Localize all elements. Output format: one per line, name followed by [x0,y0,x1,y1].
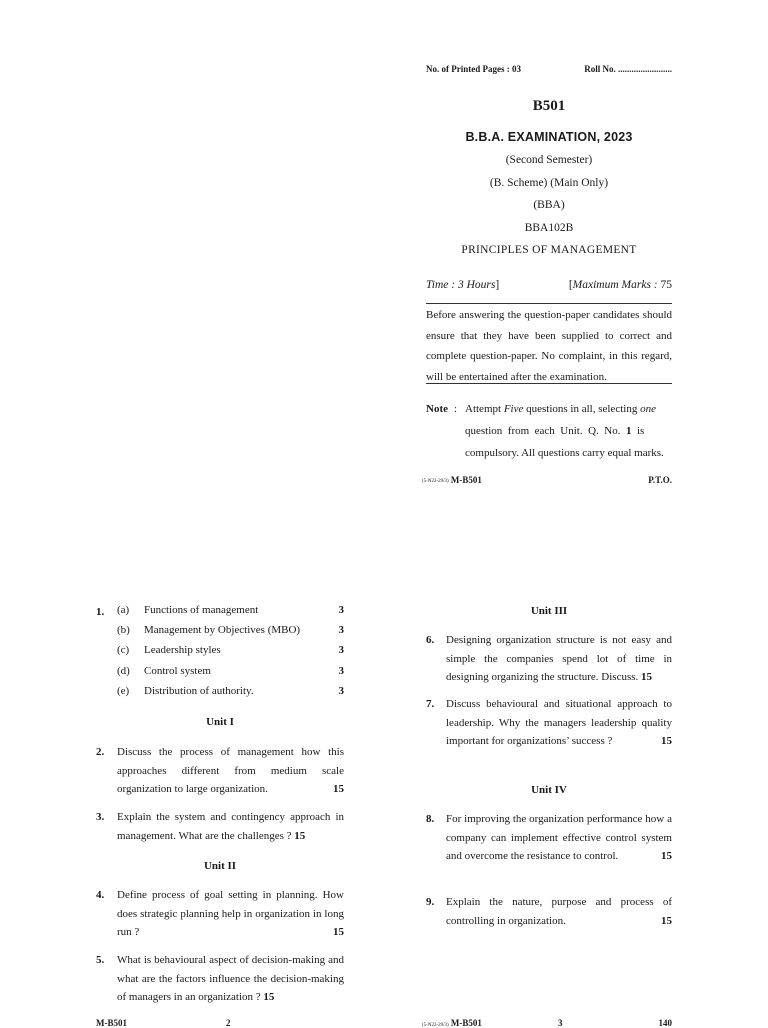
note-text: compulsory. All questions carry equal marks. [465,447,664,459]
semester: (Second Semester) [505,154,593,166]
part-text: Management by Objectives (MBO) [144,624,301,636]
question-3 [96,808,344,845]
question-number: 4. [96,889,105,901]
cover-header [426,64,672,78]
marks-label: Maximum Marks : [572,279,661,291]
unit-4-heading: Unit IV [531,784,567,796]
part-label: (c) [117,644,130,656]
part-label: (a) [117,604,130,616]
note [426,398,672,464]
unit-2-heading: Unit II [203,860,237,872]
part-label: (b) [117,624,130,636]
question-text: Discuss the process of management how this approaches different from medium scale organization to large organization. [117,746,344,795]
question-marks: 15 [333,783,344,795]
part-marks: 3 [338,685,344,697]
footer-count: 140 [658,1018,672,1028]
q1-part-c [96,644,344,660]
divider-bottom [426,383,672,384]
part-text: Control system [144,665,211,677]
question-number: 1. [96,606,105,618]
footer-code: (5-N22-29/3) [422,479,449,484]
note-one: one [640,403,656,415]
note-text: question from each Unit. Q. No. [465,425,626,437]
printed-pages: No. of Printed Pages : 03 [426,64,521,74]
question-marks: 15 [263,991,275,1003]
question-marks: 15 [661,914,672,927]
time-bracket: ] [495,279,500,291]
part-label: (e) [117,685,130,697]
part-marks: 3 [338,624,344,636]
part-marks: 3 [338,665,344,677]
note-text: is [631,425,645,437]
part-text: Functions of management [144,604,259,616]
part-label: (d) [117,665,130,677]
marks-bracket: [ [568,279,573,291]
note-q1: 1 [626,425,632,437]
question-text: Explain the nature, purpose and process of controlling in organization. [446,896,672,927]
note-text: Attempt [465,403,504,415]
question-6 [426,631,672,687]
question-marks: 15 [661,850,672,862]
scheme: (B. Scheme) (Main Only) [489,177,609,189]
question-marks: 15 [661,735,672,747]
footer-paper: M-B501 [96,1018,127,1028]
question-text: Discuss behavioural and situational approach to leadership. Why the managers leadership quality important for organizations’ success ? [446,698,672,747]
question-number: 6. [426,634,435,646]
page-3-footer [422,1018,672,1028]
cover-footer [422,475,672,485]
subject-title: PRINCIPLES OF MANAGEMENT [461,244,637,256]
note-five: Five [503,403,524,415]
question-5 [96,951,344,1007]
q1-part-b [96,624,344,640]
part-text: Distribution of authority. [144,685,254,697]
question-text: What is behavioural aspect of decision-making and what are the factors influence the decision-making of managers in an organization ? [117,954,344,1003]
part-marks: 3 [338,604,344,616]
question-8 [426,810,672,866]
question-text: Explain the system and contingency approach in management. What are the challenges ? [117,811,344,842]
footer-pto: P.T.O. [648,475,672,485]
footer-paper: M-B501 [450,1018,482,1028]
question-number: 7. [426,698,435,710]
q1-part-d [96,665,344,681]
footer-paper: M-B501 [450,475,482,485]
part-text: Leadership styles [144,644,221,656]
paper-code: B501 [532,98,566,114]
question-number: 5. [96,954,105,966]
question-text: For improving the organization performance how a company can implement effective control system and overcome the resistance to control. [446,813,672,862]
time-allowed [426,279,499,291]
exam-title: B.B.A. EXAMINATION, 2023 [465,130,633,144]
question-text: Designing organization structure is not easy and simple the companies spend lot of time in designing organizing the structure. Discuss. [446,634,672,683]
unit-3-heading: Unit III [530,605,568,617]
instructions: Before answering the question-paper candidates should ensure that they have been supplied to correct and complete question-paper. No complaint, in this regard, will be entertained after the examination. [426,309,672,383]
note-label: Note [426,403,448,415]
q1-part-a [96,604,344,620]
course-code: BBA102B [524,222,574,234]
question-7 [426,695,672,751]
note-text: questions in all, selecting [523,403,641,415]
question-4 [96,886,344,942]
question-marks: 15 [641,671,653,683]
footer-page-number: 2 [226,1018,231,1028]
note-colon: : [454,403,458,415]
roll-no: Roll No. ........................ [584,64,672,74]
question-9 [426,893,672,930]
time-label: Time : 3 Hours [426,279,496,291]
page-2-footer [96,1018,344,1028]
question-text: Define process of goal setting in planning. How does strategic planning help in organization in long run ? [117,889,344,938]
divider-top [426,303,672,304]
question-2 [96,743,344,799]
question-marks: 15 [294,829,306,842]
footer-code: (5-N22-29/3) [422,1023,449,1028]
question-marks: 15 [333,926,344,938]
unit-1-heading: Unit I [206,716,234,728]
programme: (BBA) [533,199,565,211]
footer-page-number: 3 [558,1018,563,1028]
q1-part-e [96,685,344,701]
question-number: 9. [426,896,435,908]
part-marks: 3 [338,644,344,656]
question-number: 3. [96,811,105,823]
question-number: 2. [96,746,105,758]
question-number: 8. [426,813,435,825]
maximum-marks [565,279,672,291]
marks-value: 75 [660,279,672,291]
